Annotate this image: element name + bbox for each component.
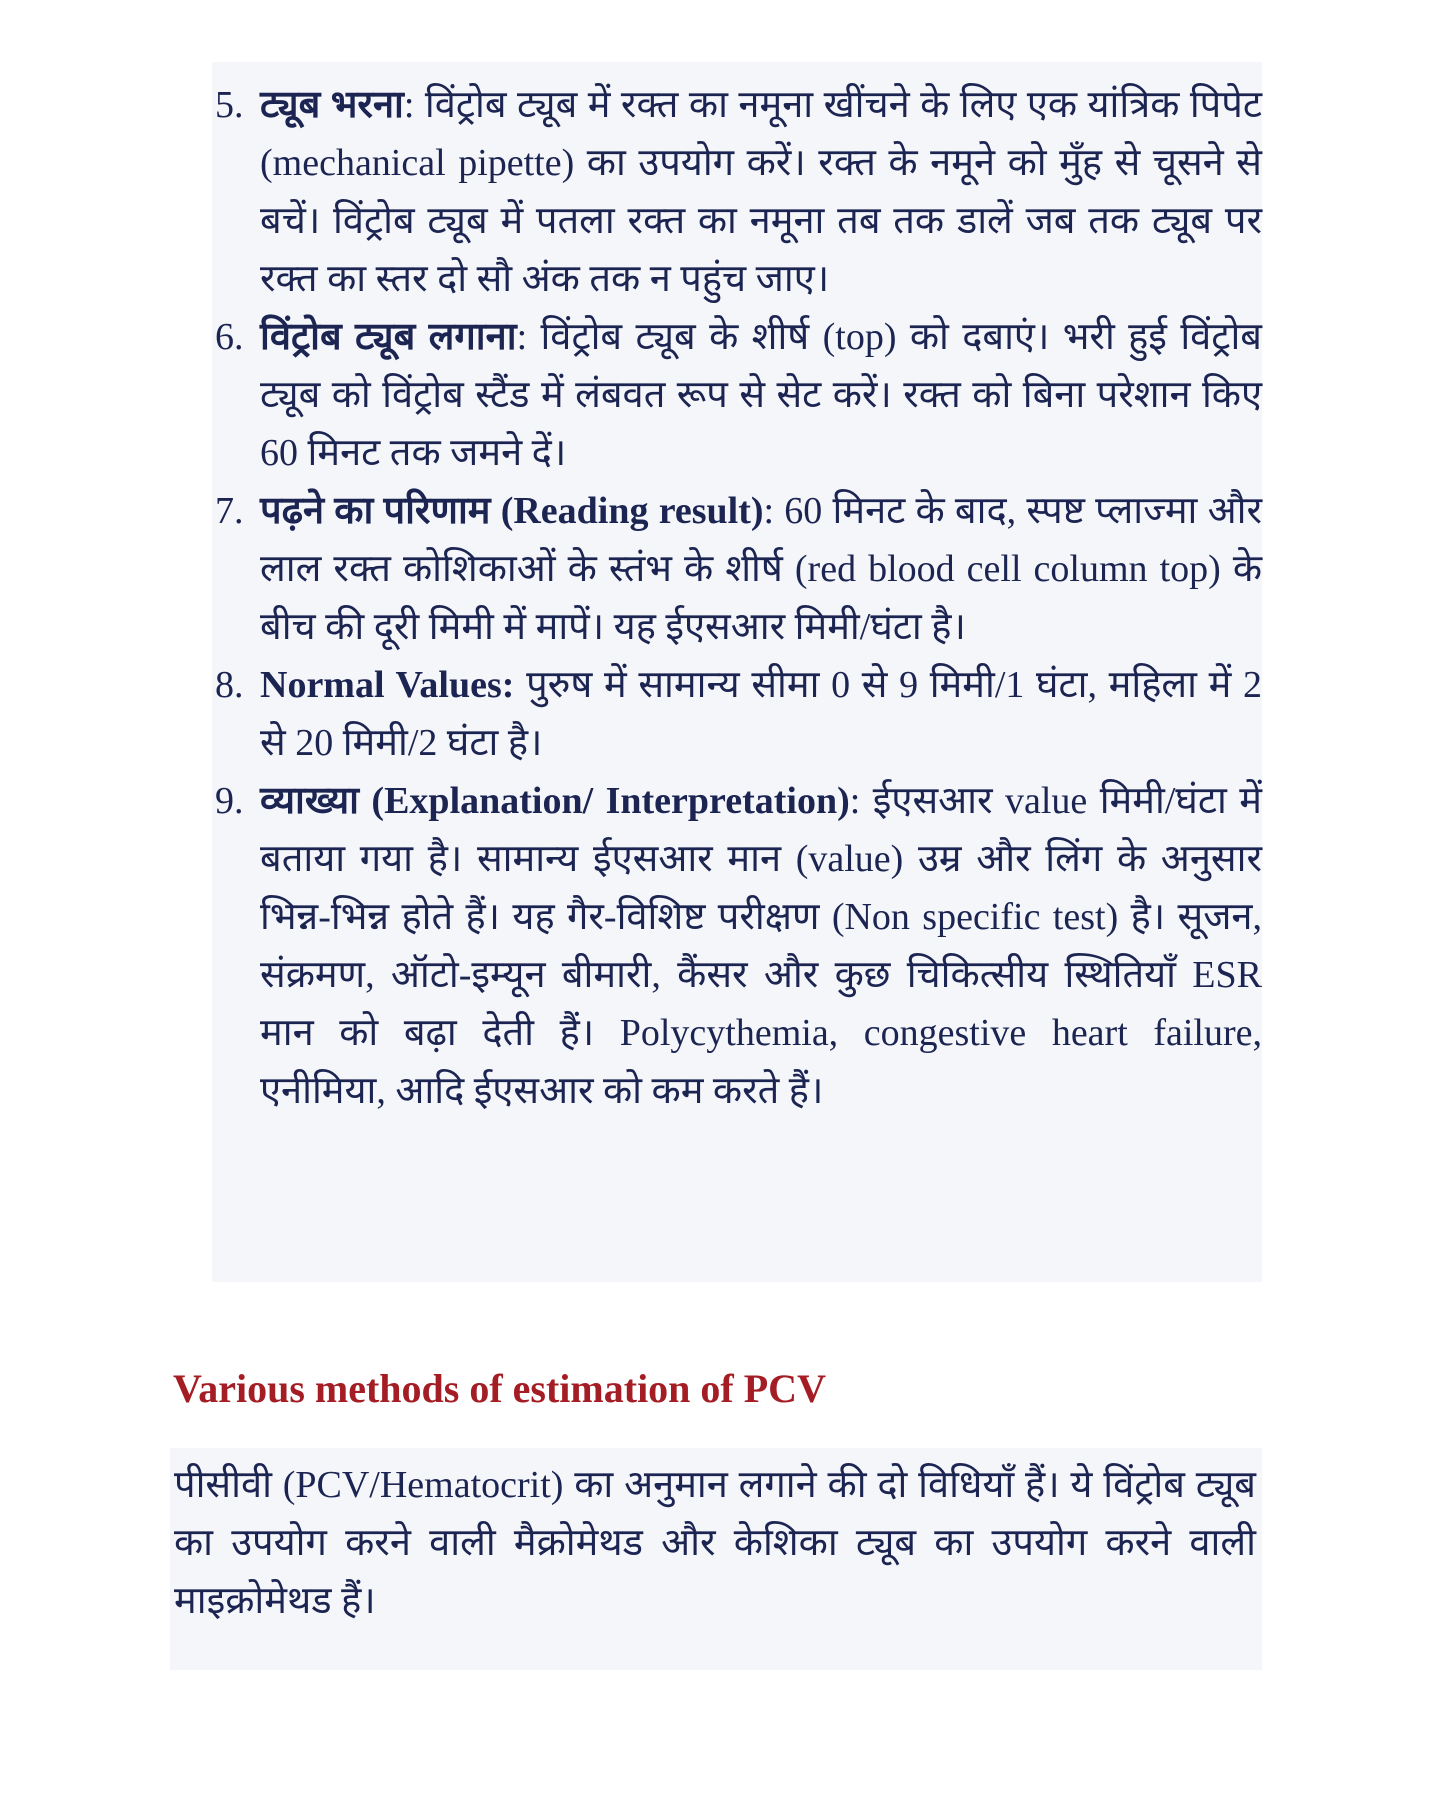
step-title: व्याख्या (Explanation/ Interpretation)	[260, 780, 850, 822]
step-body: पुरुष में सामान्य सीमा 0 से 9 मिमी/1 घंटा, महिला में 2 से 20 मिमी/2 घंटा है।	[260, 664, 1262, 764]
procedure-steps-list	[212, 62, 1262, 1120]
step-body: : विंट्रोब ट्यूब के शीर्ष (top) को दबाएं। भरी हुई विंट्रोब ट्यूब को विंट्रोब स्टैंड में लंबवत रूप से सेट करें। रक्त को बिना परेशान किए 60 मिनट तक जमने दें।	[260, 316, 1262, 474]
step-number: 9.	[215, 780, 244, 822]
step-8	[212, 656, 1262, 772]
procedure-steps-box	[212, 62, 1262, 1282]
step-6	[212, 308, 1262, 482]
step-body: : 60 मिनट के बाद, स्पष्ट प्लाज्मा और लाल रक्त कोशिकाओं के स्तंभ के शीर्ष (red blood cell column top) के बीच की दूरी मिमी में मापें। यह ईएसआर मिमी/घंटा है।	[260, 490, 1262, 648]
step-title: Normal Values:	[260, 664, 515, 706]
step-body: : ईएसआर value मिमी/घंटा में बताया गया है। सामान्य ईएसआर मान (value) उम्र और लिंग के अनुसार भिन्न-भिन्न होते हैं। यह गैर-विशिष्ट परीक्षण (Non specific test) है। सूजन, संक्रमण, ऑटो-इम्यून बीमारी, कैंसर और कुछ चिकित्सीय स्थितियाँ ESR मान को बढ़ा देती हैं। Polycythemia, congestive heart failure, एनीमिया, आदि ईएसआर को कम करते हैं।	[260, 780, 1262, 1112]
step-title: पढ़ने का परिणाम (Reading result)	[260, 490, 764, 532]
step-body: : विंट्रोब ट्यूब में रक्त का नमूना खींचने के लिए एक यांत्रिक पिपेट (mechanical pipette) का उपयोग करें। रक्त के नमूने को मुँह से चूसने से बचें। विंट्रोब ट्यूब में पतला रक्त का नमूना तब तक डालें जब तक ट्यूब पर रक्त का स्तर दो सौ अंक तक न पहुंच जाए।	[260, 84, 1262, 300]
step-title: ट्यूब भरना	[260, 84, 404, 126]
step-7	[212, 482, 1262, 656]
step-9	[212, 772, 1262, 1120]
step-title: विंट्रोब ट्यूब लगाना	[260, 316, 517, 358]
step-number: 8.	[215, 664, 244, 706]
pcv-intro-paragraph: पीसीवी (PCV/Hematocrit) का अनुमान लगाने की दो विधियाँ हैं। ये विंट्रोब ट्यूब का उपयोग करने वाली मैक्रोमेथड और केशिका ट्यूब का उपयोग करने वाली माइक्रोमेथड हैं।	[174, 1464, 1256, 1622]
step-number: 7.	[215, 490, 244, 532]
section-heading: Various methods of estimation of PCV	[173, 1366, 826, 1411]
step-number: 5.	[215, 84, 244, 126]
step-number: 6.	[215, 316, 244, 358]
step-5	[212, 76, 1262, 308]
pcv-intro-box	[170, 1448, 1262, 1670]
